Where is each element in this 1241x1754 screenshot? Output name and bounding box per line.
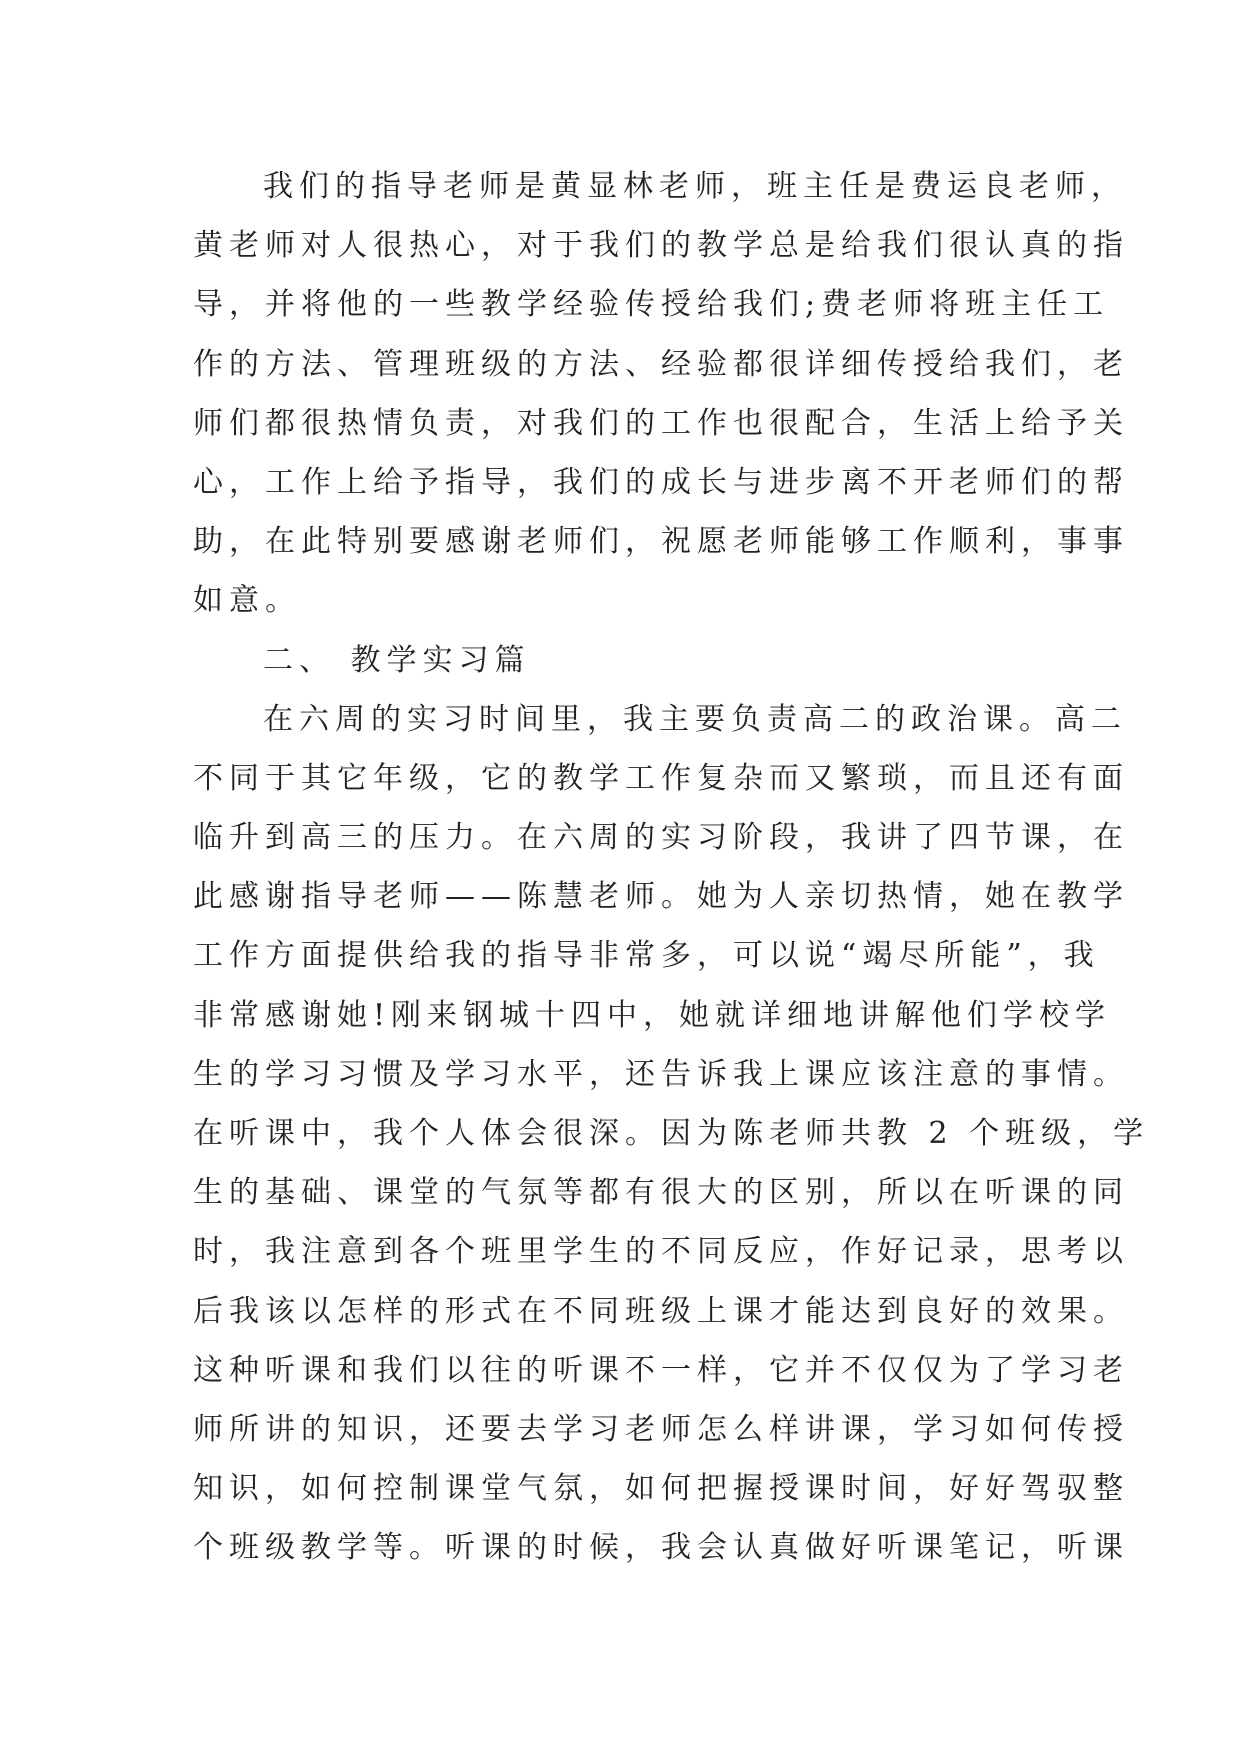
text-line: 临升到高三的压力。在六周的实习阶段，我讲了四节课，在 xyxy=(193,820,1129,856)
text-line: 师所讲的知识，还要去学习老师怎么样讲课，学习如何传授 xyxy=(193,1411,1129,1447)
text-line: 黄老师对人很热心，对于我们的教学总是给我们很认真的指 xyxy=(193,228,1129,264)
text-line: 时，我注意到各个班里学生的不同反应，作好记录，思考以 xyxy=(193,1234,1129,1270)
text-line: 后我该以怎样的形式在不同班级上课才能达到良好的效果。 xyxy=(193,1293,1129,1329)
text-line: 助，在此特别要感谢老师们，祝愿老师能够工作顺利，事事 xyxy=(193,524,1129,560)
text-line: 知识，如何控制课堂气氛，如何把握授课时间，好好驾驭整 xyxy=(193,1471,1129,1507)
section-heading: 二、 教学实习篇 xyxy=(263,642,531,678)
text-line: 个班级教学等。听课的时候，我会认真做好听课笔记，听课 xyxy=(193,1530,1129,1566)
text-line: 导，并将他的一些教学经验传授给我们;费老师将班主任工 xyxy=(193,287,1110,323)
text-line: 工作方面提供给我的指导非常多，可以说“竭尽所能”，我 xyxy=(193,938,1100,974)
text-line: 此感谢指导老师——陈慧老师。她为人亲切热情，她在教学 xyxy=(193,879,1129,915)
text-line: 非常感谢她!刚来钢城十四中，她就详细地讲解他们学校学 xyxy=(193,997,1112,1033)
text-line: 在听课中，我个人体会很深。因为陈老师共教 2 个班级，学 xyxy=(193,1116,1150,1151)
text-line: 不同于其它年级，它的教学工作复杂而又繁琐，而且还有面 xyxy=(193,760,1129,796)
text-line: 这种听课和我们以往的听课不一样，它并不仅仅为了学习老 xyxy=(193,1352,1129,1388)
text-line: 师们都很热情负责，对我们的工作也很配合，生活上给予关 xyxy=(193,405,1129,441)
text-line: 在六周的实习时间里，我主要负责高二的政治课。高二 xyxy=(263,701,1127,737)
text-line: 作的方法、管理班级的方法、经验都很详细传授给我们，老 xyxy=(193,346,1129,382)
text-line: 生的基础、课堂的气氛等都有很大的区别，所以在听课的同 xyxy=(193,1175,1129,1211)
text-line: 如意。 xyxy=(193,583,301,619)
body-text xyxy=(193,157,1150,1578)
text-line: 心，工作上给予指导，我们的成长与进步离不开老师们的帮 xyxy=(193,464,1129,500)
text-line: 生的学习习惯及学习水平，还告诉我上课应该注意的事情。 xyxy=(193,1056,1129,1092)
text-line: 我们的指导老师是黄显林老师，班主任是费运良老师， xyxy=(263,169,1127,204)
